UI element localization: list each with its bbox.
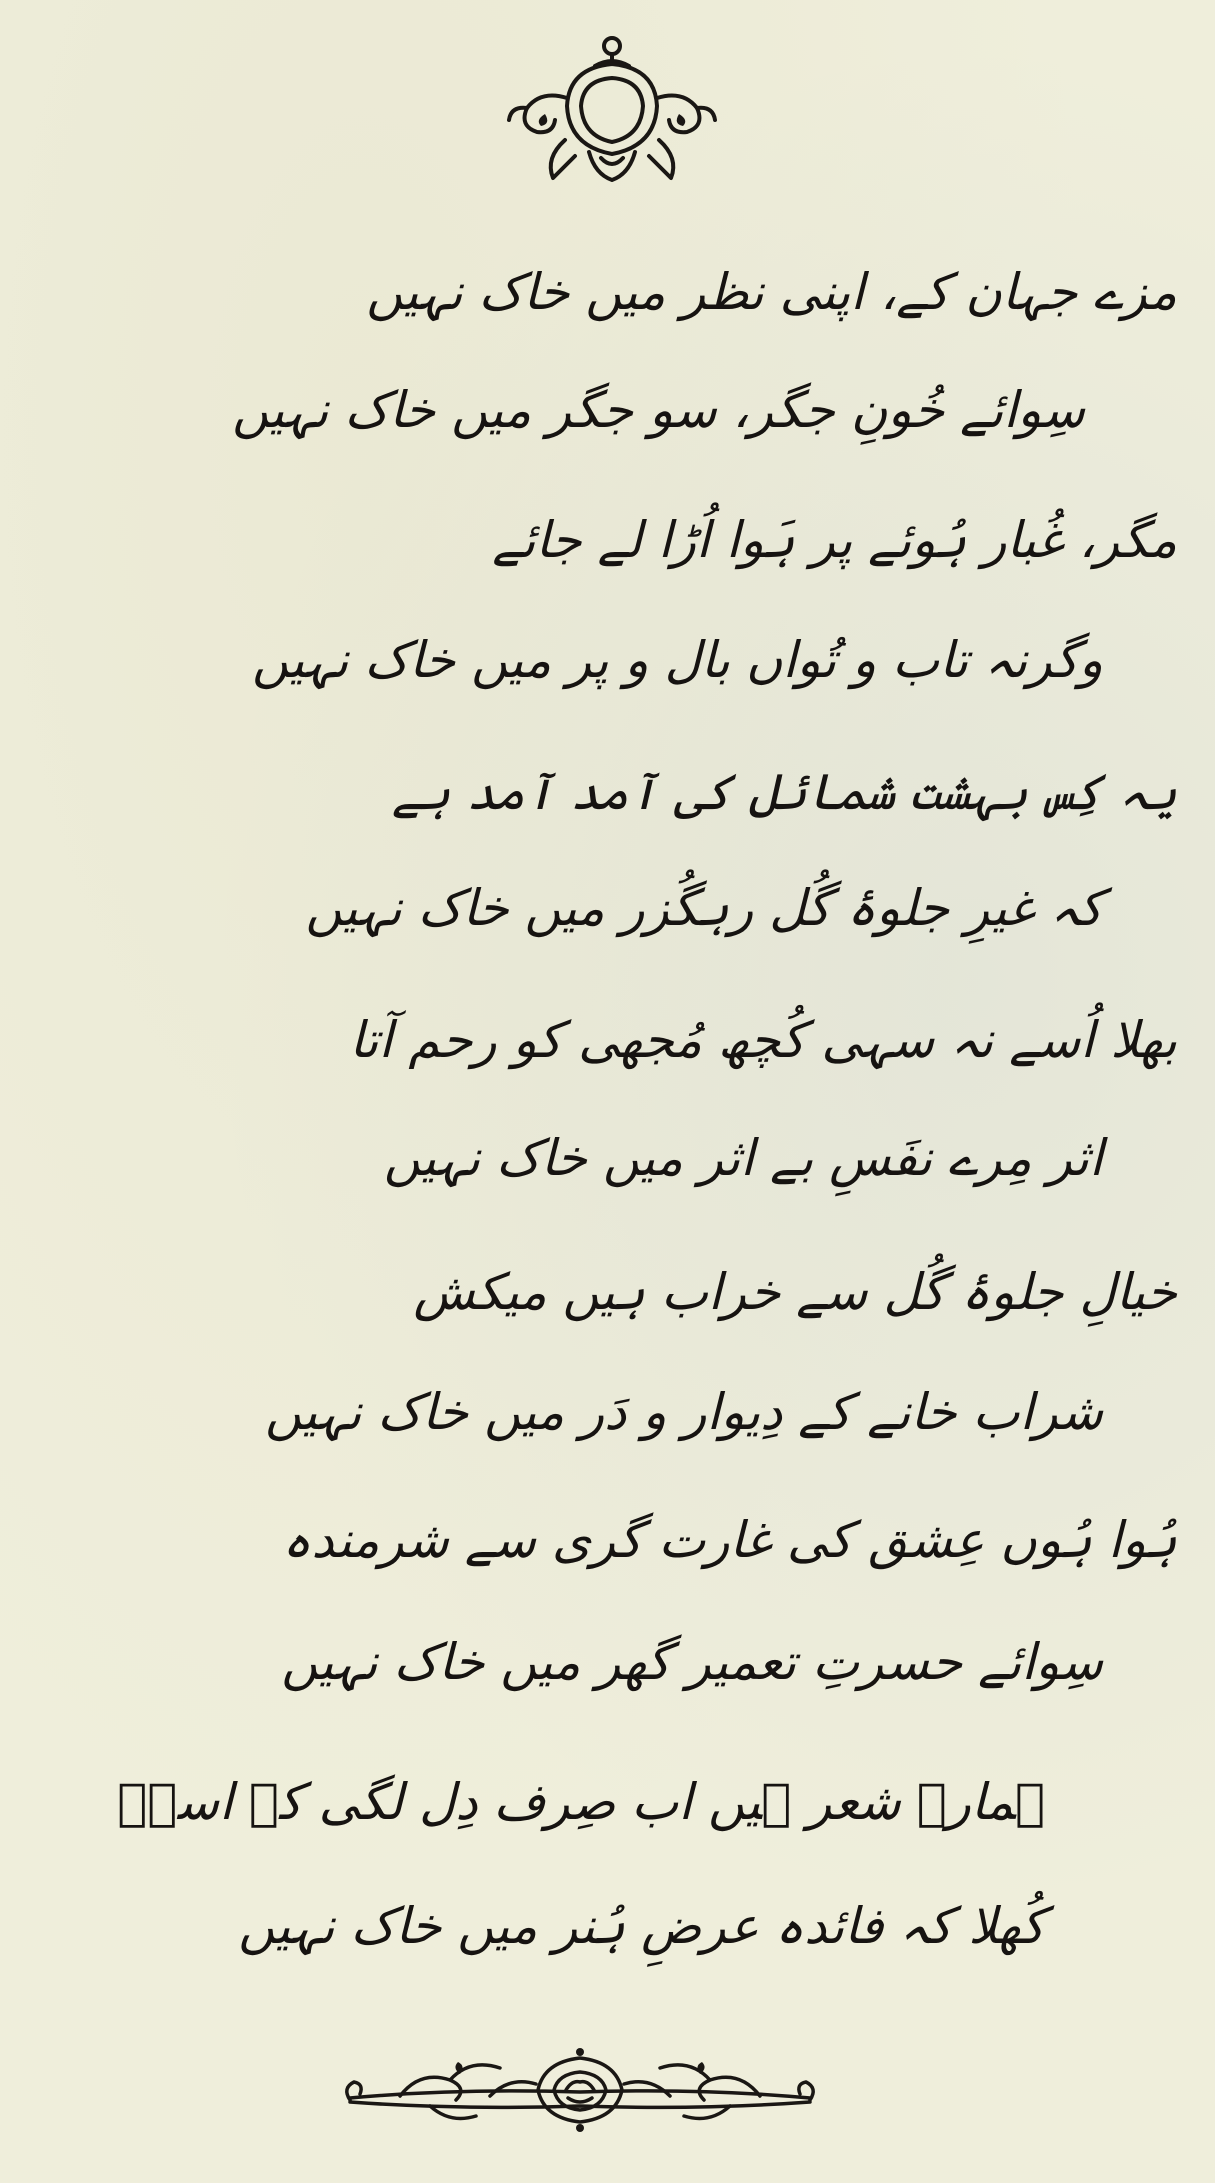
verse-3-line-1: یہ کِس بہشت شمائل کی آمد آمد ہے: [391, 763, 1177, 821]
verse-4-line-1: بھلا اُسے نہ سہی کُچھ مُجھی کو رحم آتا: [349, 1011, 1177, 1069]
verse-4-line-2: اثر مِرے نفَسِ بے اثر میں خاک نہیں: [383, 1129, 1103, 1187]
verse-6-line-1: ہُوا ہُوں عِشق کی غارت گری سے شرمندہ: [282, 1511, 1177, 1569]
verse-2-line-2: وگرنہ تاب و تُواں بال و پر میں خاک نہیں: [252, 631, 1103, 689]
verse-7-line-1: ہمارے شعر ہیں اب صِرف دِل لگی کے اسدؔ: [117, 1773, 1045, 1831]
verse-1-line-2: سِوائے خُونِ جگر، سو جگر میں خاک نہیں: [232, 381, 1085, 439]
verse-6-line-2: سِوائے حسرتِ تعمیر گھر میں خاک نہیں: [281, 1633, 1103, 1691]
verse-1-line-1: مزے جہان کے، اپنی نظر میں خاک نہیں: [366, 263, 1177, 321]
verse-2-line-1: مگر، غُبار ہُوئے پر ہَوا اُڑا لے جائے: [492, 511, 1177, 569]
verse-5-line-2: شراب خانے کے دِیوار و دَر میں خاک نہیں: [265, 1383, 1103, 1441]
bottom-vine-divider-icon: [340, 2040, 820, 2135]
verse-5-line-1: خیالِ جلوۂ گُل سے خراب ہیں میکش: [413, 1263, 1177, 1321]
verse-7-line-2: کُھلا کہ فائدہ عرضِ ہُنر میں خاک نہیں: [238, 1897, 1045, 1955]
verse-3-line-2: کہ غیرِ جلوۂ گُل رہگُزر میں خاک نہیں: [305, 879, 1103, 937]
